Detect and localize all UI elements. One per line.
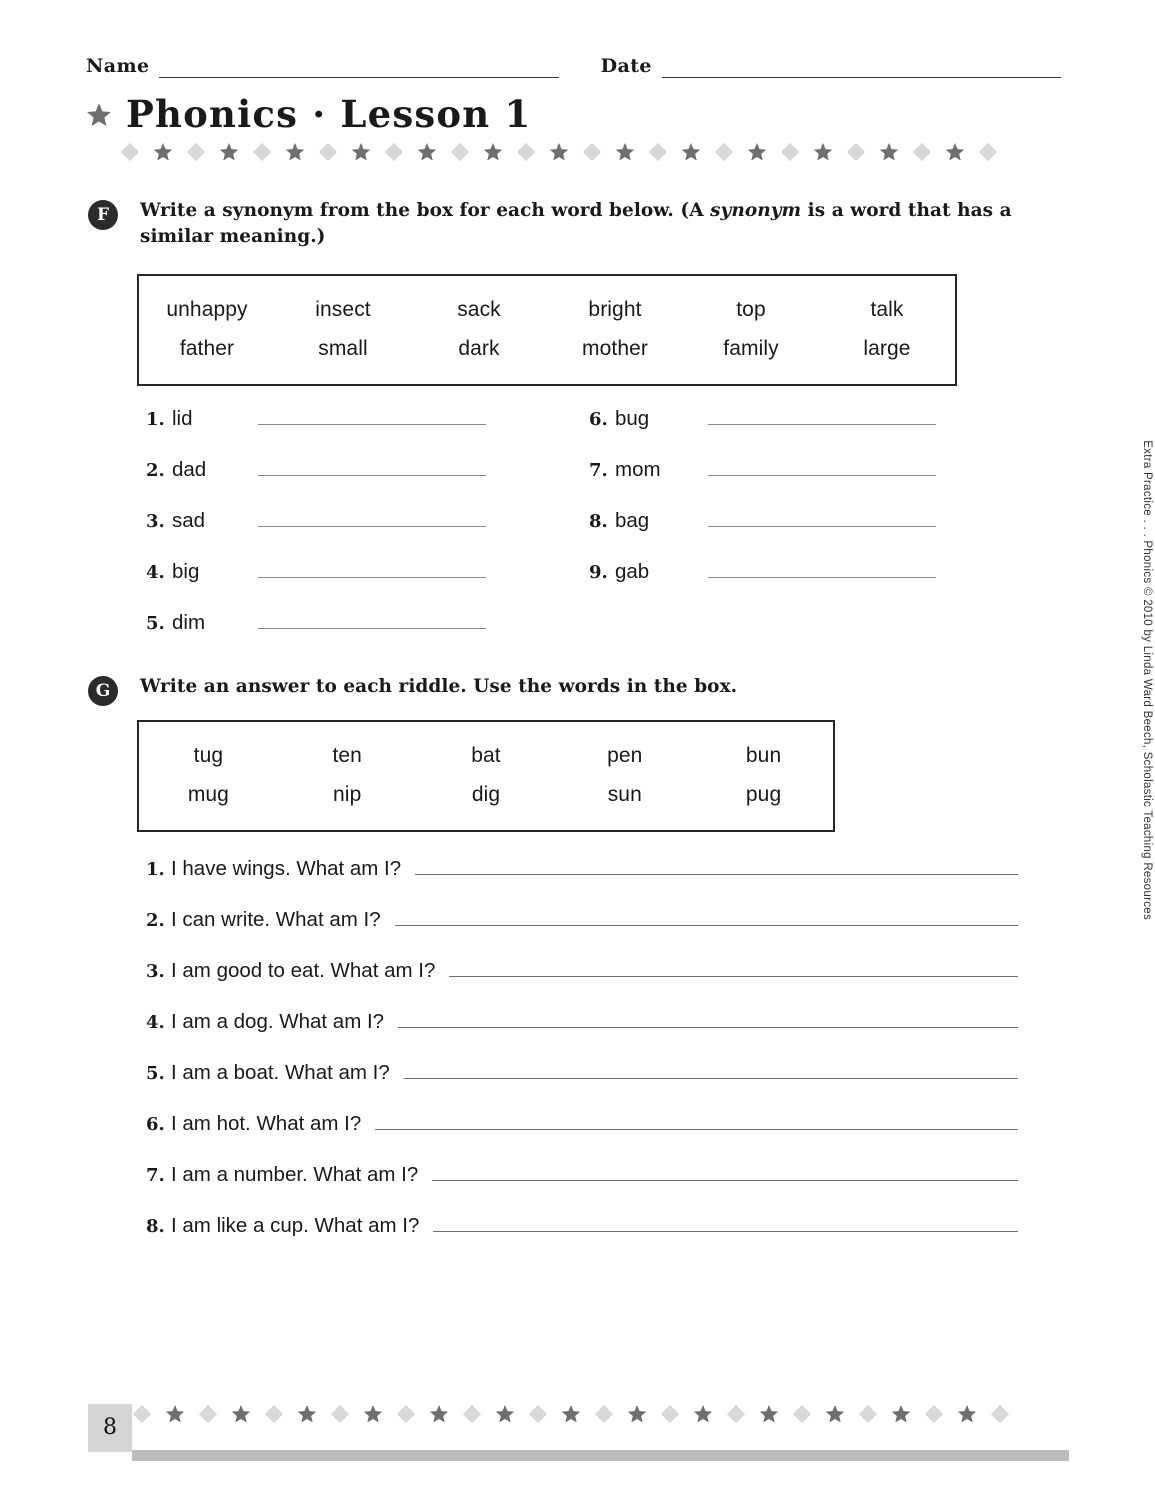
diamond-icon [792, 1404, 812, 1429]
star-icon [957, 1404, 977, 1429]
section-f-right-column [589, 408, 936, 612]
diamond-icon [978, 142, 998, 167]
name-input-line[interactable] [159, 58, 558, 78]
riddle-item [146, 1215, 1018, 1266]
wordbank-cell: family [723, 337, 779, 360]
star-icon [363, 1404, 383, 1429]
wordbank-cell: mug [187, 783, 229, 806]
answer-blank[interactable] [415, 858, 1018, 875]
item-number: 2. [146, 460, 165, 481]
item-word: bag [615, 509, 650, 532]
riddle-item [146, 960, 1018, 1011]
item-word: bug [615, 407, 650, 430]
wordbank-cell: large [863, 337, 911, 360]
item-number: 8. [589, 511, 608, 532]
item-word: lid [172, 407, 193, 430]
answer-blank[interactable] [398, 1011, 1018, 1028]
diamond-icon [780, 142, 800, 167]
star-icon [231, 1404, 251, 1429]
item-number: 5. [146, 1063, 165, 1084]
riddle-item [146, 858, 1018, 909]
item-word: mom [615, 458, 661, 481]
wordbank-row [139, 290, 955, 329]
diamond-icon [318, 142, 338, 167]
item-number: 6. [589, 409, 608, 430]
diamond-icon [264, 1404, 284, 1429]
star-icon [483, 142, 503, 167]
item-number: 4. [146, 1012, 165, 1033]
diamond-icon [924, 1404, 944, 1429]
star-icon [813, 142, 833, 167]
answer-blank[interactable] [258, 561, 486, 578]
answer-blank[interactable] [395, 909, 1018, 926]
wordbank-cell: bat [471, 744, 501, 767]
diamond-icon [384, 142, 404, 167]
section-f-badge: F [88, 200, 118, 230]
item-number: 8. [146, 1216, 165, 1237]
riddle-text: I am good to eat. What am I? [171, 959, 436, 982]
exercise-item [589, 561, 936, 612]
answer-blank[interactable] [375, 1113, 1018, 1130]
item-number: 3. [146, 511, 165, 532]
star-icon [681, 142, 701, 167]
star-icon [285, 142, 305, 167]
diamond-icon [120, 142, 140, 167]
answer-blank[interactable] [432, 1164, 1018, 1181]
footer-decor-divider [132, 1404, 1023, 1429]
wordbank-cell: father [179, 337, 235, 360]
diamond-icon [726, 1404, 746, 1429]
riddle-text: I have wings. What am I? [171, 857, 402, 880]
diamond-icon [516, 142, 536, 167]
riddle-item [146, 1062, 1018, 1113]
page-footer [0, 1390, 1155, 1462]
item-number: 1. [146, 409, 165, 430]
wordbank-cell: bright [588, 298, 642, 321]
section-g [88, 674, 1068, 700]
riddle-item [146, 1113, 1018, 1164]
star-icon [945, 142, 965, 167]
item-word: dad [172, 458, 207, 481]
wordbank-cell: unhappy [166, 298, 248, 321]
item-number: 6. [146, 1114, 165, 1135]
wordbank-row [139, 775, 833, 814]
exercise-item [589, 459, 936, 510]
section-g-riddle-list [146, 858, 1018, 1266]
riddle-item [146, 909, 1018, 960]
star-icon [165, 1404, 185, 1429]
diamond-icon [648, 142, 668, 167]
star-icon [86, 102, 112, 128]
answer-blank[interactable] [433, 1215, 1018, 1232]
star-icon [693, 1404, 713, 1429]
star-icon [549, 142, 569, 167]
section-g-instruction: Write an answer to each riddle. Use the words in the box. [140, 676, 738, 697]
riddle-text: I can write. What am I? [171, 908, 381, 931]
section-f-wordbank [137, 274, 957, 386]
star-icon [429, 1404, 449, 1429]
wordbank-cell: bun [745, 744, 782, 767]
wordbank-cell: sun [607, 783, 642, 806]
copyright-sidenote: Extra Practice . . . Phonics © 2010 by Linda Ward Beech, Scholastic Teaching Resources [1141, 440, 1153, 920]
wordbank-cell: mother [582, 337, 648, 360]
date-input-line[interactable] [662, 58, 1061, 78]
star-icon [153, 142, 173, 167]
answer-blank[interactable] [708, 459, 936, 476]
footer-bar [132, 1450, 1069, 1461]
diamond-icon [714, 142, 734, 167]
diamond-icon [858, 1404, 878, 1429]
item-word: big [172, 560, 200, 583]
wordbank-cell: dig [471, 783, 501, 806]
answer-blank[interactable] [708, 408, 936, 425]
section-f [88, 198, 1068, 251]
diamond-icon [462, 1404, 482, 1429]
item-number: 1. [146, 859, 165, 880]
exercise-item [146, 612, 486, 663]
star-icon [891, 1404, 911, 1429]
wordbank-cell: tug [193, 744, 224, 767]
item-number: 3. [146, 961, 165, 982]
diamond-icon [594, 1404, 614, 1429]
wordbank-cell: pug [745, 783, 782, 806]
page-number: 8 [103, 1415, 117, 1440]
riddle-item [146, 1164, 1018, 1215]
item-number: 7. [146, 1165, 165, 1186]
item-number: 2. [146, 910, 165, 931]
diamond-icon [846, 142, 866, 167]
wordbank-cell: talk [870, 298, 904, 321]
wordbank-cell: top [736, 298, 766, 321]
answer-blank[interactable] [258, 612, 486, 629]
star-icon [561, 1404, 581, 1429]
answer-blank[interactable] [258, 459, 486, 476]
star-icon [759, 1404, 779, 1429]
wordbank-cell: insect [315, 298, 371, 321]
exercise-item [589, 408, 936, 459]
diamond-icon [198, 1404, 218, 1429]
page-number-box [88, 1404, 132, 1452]
exercise-item [146, 510, 486, 561]
diamond-icon [660, 1404, 680, 1429]
star-icon [747, 142, 767, 167]
page-title-row [86, 92, 532, 136]
answer-blank[interactable] [258, 408, 486, 425]
answer-blank[interactable] [708, 561, 936, 578]
star-icon [825, 1404, 845, 1429]
diamond-icon [396, 1404, 416, 1429]
diamond-icon [132, 1404, 152, 1429]
star-icon [417, 142, 437, 167]
diamond-icon [528, 1404, 548, 1429]
star-icon [627, 1404, 647, 1429]
riddle-text: I am like a cup. What am I? [171, 1214, 420, 1237]
riddle-text: I am hot. What am I? [171, 1112, 362, 1135]
exercise-item [146, 459, 486, 510]
italic-term: synonym [710, 200, 802, 221]
section-f-left-column [146, 408, 486, 663]
riddle-text: I am a dog. What am I? [171, 1010, 385, 1033]
wordbank-row [139, 736, 833, 775]
name-date-row [86, 44, 1061, 78]
exercise-item [146, 408, 486, 459]
star-icon [351, 142, 371, 167]
item-number: 5. [146, 613, 165, 634]
wordbank-cell: nip [333, 783, 362, 806]
answer-blank[interactable] [708, 510, 936, 527]
star-icon [615, 142, 635, 167]
item-number: 4. [146, 562, 165, 583]
riddle-text: I am a boat. What am I? [171, 1061, 390, 1084]
item-word: sad [172, 509, 206, 532]
answer-blank[interactable] [449, 960, 1018, 977]
star-icon [219, 142, 239, 167]
section-g-badge: G [88, 676, 118, 706]
exercise-item [589, 510, 936, 561]
riddle-text: I am a number. What am I? [171, 1163, 419, 1186]
diamond-icon [252, 142, 272, 167]
date-label: Date [600, 55, 652, 77]
wordbank-cell: small [318, 337, 368, 360]
wordbank-cell: sack [457, 298, 501, 321]
diamond-icon [450, 142, 470, 167]
item-number: 7. [589, 460, 608, 481]
star-icon [297, 1404, 317, 1429]
star-icon [495, 1404, 515, 1429]
diamond-icon [330, 1404, 350, 1429]
diamond-icon [186, 142, 206, 167]
item-word: dim [172, 611, 206, 634]
diamond-icon [582, 142, 602, 167]
section-g-wordbank [137, 720, 835, 832]
wordbank-cell: ten [332, 744, 362, 767]
header-decor-divider [120, 142, 1011, 167]
answer-blank[interactable] [258, 510, 486, 527]
star-icon [879, 142, 899, 167]
diamond-icon [990, 1404, 1010, 1429]
item-word: gab [615, 560, 650, 583]
wordbank-row [139, 329, 955, 368]
exercise-item [146, 561, 486, 612]
wordbank-cell: dark [458, 337, 500, 360]
wordbank-cell: pen [607, 744, 643, 767]
item-number: 9. [589, 562, 608, 583]
riddle-item [146, 1011, 1018, 1062]
diamond-icon [912, 142, 932, 167]
page-title: Phonics · Lesson 1 [126, 92, 532, 136]
answer-blank[interactable] [404, 1062, 1018, 1079]
section-f-instruction: Write a synonym from the box for each word below. (A synonym is a word that has a similar meaning.) [140, 200, 1012, 248]
name-label: Name [86, 55, 150, 77]
